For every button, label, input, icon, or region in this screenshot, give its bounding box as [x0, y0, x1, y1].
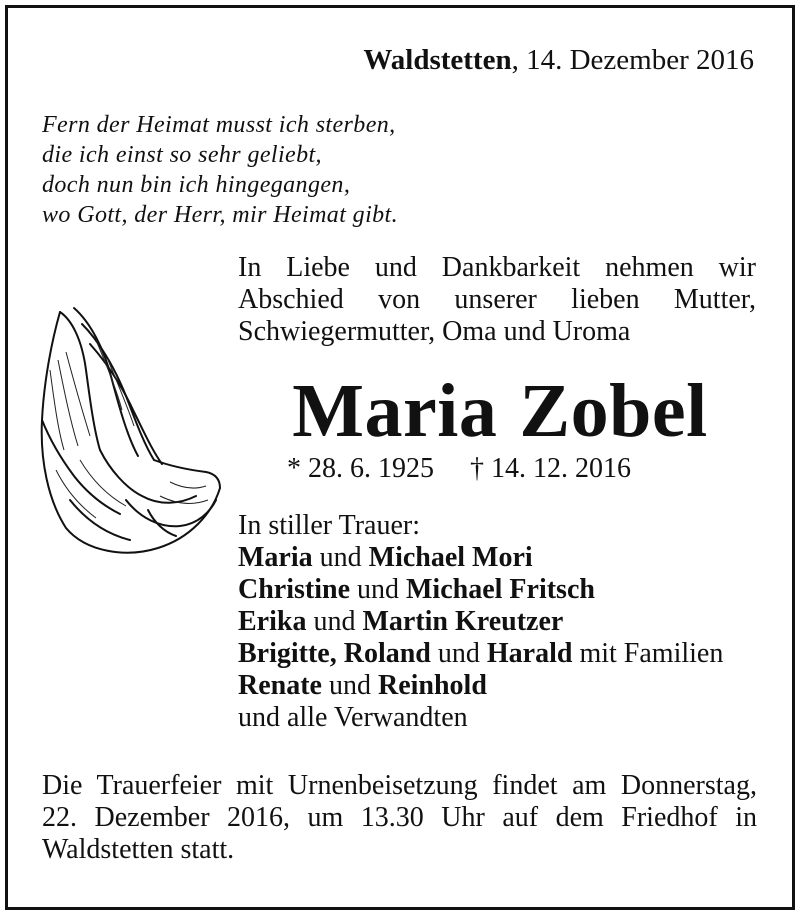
poem-line: doch nun bin ich hingegangen, [42, 172, 351, 198]
life-dates [287, 453, 631, 485]
intro-line: Abschied von unserer lieben Mutter, [238, 284, 756, 315]
mourner-name: Brigitte, Roland [238, 638, 431, 669]
poem-line: wo Gott, der Herr, mir Heimat gibt. [42, 202, 398, 228]
mourner-line [238, 542, 723, 574]
last-name: Zobel [519, 369, 708, 453]
mourner-name: Christine [238, 574, 350, 605]
poem [42, 110, 398, 230]
conjunction: und [350, 574, 406, 605]
intro-line: Schwiegermutter, Oma und Uroma [238, 316, 631, 347]
mourners-heading: In stiller Trauer: [238, 510, 420, 541]
mourner-line [238, 670, 723, 702]
conjunction: und [430, 638, 487, 669]
place: Waldstetten [363, 44, 512, 76]
conjunction: und [312, 542, 369, 573]
birth-date: * 28. 6. 1925 [287, 453, 434, 484]
poem-line: die ich einst so sehr geliebt, [42, 142, 322, 168]
mourner-name: Renate [238, 670, 322, 701]
conjunction: und [306, 606, 363, 637]
funeral-notice [42, 770, 757, 866]
mourner-name: Reinhold [377, 670, 487, 701]
deceased-name [230, 368, 770, 455]
mourner-line [238, 574, 723, 606]
notice-line: 22. Dezember 2016, um 13.30 Uhr auf dem Friedhof in [42, 802, 757, 833]
poem-line: Fern der Heimat musst ich sterben, [42, 112, 396, 138]
mourner-name: Michael Fritsch [406, 574, 595, 605]
first-name: Maria [292, 369, 498, 453]
death-date: † 14. 12. 2016 [470, 453, 631, 484]
mourner-name: Martin Kreutzer [362, 606, 564, 637]
praying-hands-icon [30, 300, 225, 562]
mourner-name: Harald [486, 638, 573, 669]
date: , 14. Dezember 2016 [511, 44, 754, 76]
notice-line: Waldstetten statt. [42, 834, 235, 865]
mourner-line [238, 606, 723, 638]
mourner-suffix: mit Familien [572, 638, 724, 669]
mourner-name: Michael Mori [368, 542, 533, 573]
intro-line: In Liebe und Dankbarkeit nehmen wir [238, 252, 756, 283]
notice-line: Die Trauerfeier mit Urnenbeisetzung findet am Donnerstag, [42, 770, 757, 801]
place-date [363, 44, 754, 77]
conjunction: und [321, 670, 378, 701]
mourner-name: Maria [238, 542, 313, 573]
mourners-closing: und alle Verwandten [238, 702, 468, 733]
mourner-name: Erika [238, 606, 307, 637]
intro-text [238, 252, 756, 348]
mourners-list [238, 510, 723, 734]
mourner-line [238, 638, 723, 670]
